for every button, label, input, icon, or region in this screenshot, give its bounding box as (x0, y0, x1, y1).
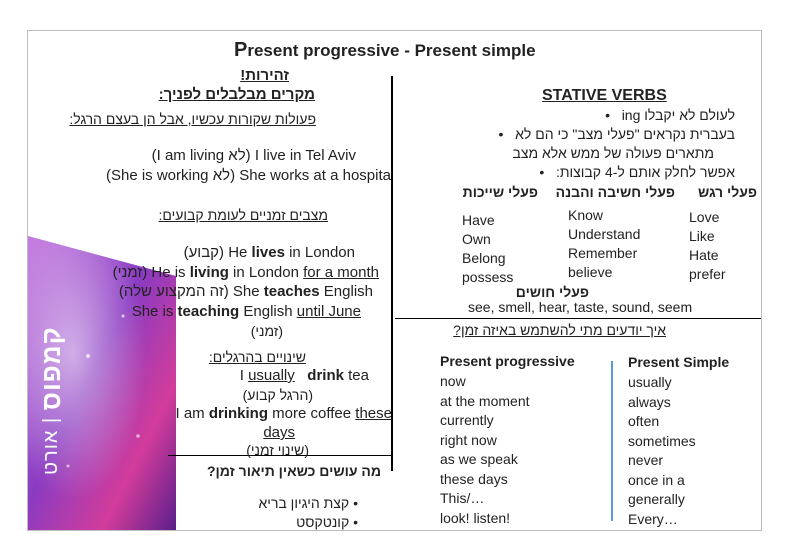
time-expression: often (628, 413, 660, 429)
senses-title: פעלי חושים (515, 284, 589, 300)
example-line: days (263, 424, 295, 441)
group-title-emotion: פעלי רגש (698, 184, 757, 200)
present-simple-list (628, 373, 696, 529)
present-progressive-title: Present progressive (440, 353, 575, 369)
time-expression: always (628, 393, 671, 410)
bullet-item: אפשר לחלק אותם ל-4 קבוצות: • (539, 164, 735, 180)
warning-heading: זהירות! (240, 67, 289, 84)
right-divider (395, 318, 761, 319)
tip-item: • קצת היגיון בריא (258, 495, 358, 511)
time-expression: Every… (628, 510, 678, 527)
example-line: I am drinking more coffee these (175, 405, 392, 422)
present-simple-title: Present Simple (628, 354, 730, 370)
time-expression: right now (440, 431, 497, 448)
time-expression: now (440, 373, 466, 389)
verb: believe (568, 264, 613, 280)
time-expression: generally (628, 491, 685, 507)
time-expression: once in a (628, 471, 685, 488)
bullet-item: מתארים פעולה של ממש אלא מצב (512, 145, 714, 161)
time-expression: currently (440, 412, 494, 428)
verb: Own (462, 231, 491, 247)
verb: Remember (568, 245, 638, 261)
tense-divider (611, 361, 613, 521)
page-title: Present progressive - Present simple (234, 39, 536, 61)
example-line: (זה המקצוע שלה) She teaches English (118, 283, 373, 300)
subheading-habits: פעולות שקורות עכשיו, אבל הן בעצם הרגל: (69, 111, 316, 127)
verb: Hate (689, 247, 719, 263)
example-note: (הרגל קבוע) (242, 387, 313, 403)
time-expression: look! listen! (440, 509, 511, 526)
present-progressive-list (440, 372, 530, 528)
time-expression: This/… (440, 490, 485, 506)
verb: Have (462, 212, 495, 228)
time-expression: these days (440, 470, 508, 487)
example-line: (She is working לא) She works at a hospita (105, 167, 391, 184)
example-line: (I am living לא) I live in Tel Aviv (151, 147, 356, 164)
bullet-item: בעברית נקראים "פעלי מצב" כי הם לא • (498, 126, 735, 142)
confusing-heading: מקרים מבלבלים לפניך: (158, 86, 315, 103)
senses-verbs: see, smell, hear, taste, sound, seem (468, 299, 693, 315)
time-expression: as we speak (440, 451, 518, 467)
verb: Like (689, 228, 715, 244)
verb: Understand (568, 226, 641, 242)
example-line: I usually drink tea (239, 367, 369, 384)
subheading-temporary: מצבים זמניים לעומת קבועים: (158, 207, 328, 223)
brand-logo-text: קמפוס | אורט (36, 326, 66, 476)
slide (27, 30, 762, 531)
time-expression: at the moment (440, 392, 530, 409)
verb: Love (689, 209, 720, 225)
subheading-changes: שינויים בהרגלים: (208, 349, 306, 365)
no-time-question: מה עושים כשאין תיאור זמן? (207, 463, 381, 479)
bullet-item: לעולם לא יקבלו ing • (605, 107, 735, 123)
example-line: (זמני) He is living in London for a month (112, 264, 379, 281)
emotion-verbs (689, 208, 726, 284)
group-title-thinking: פעלי חשיבה והבנה (555, 184, 675, 200)
example-line: (קבוע) He lives in London (183, 244, 355, 261)
which-tense-question: איך יודעים מתי להשתמש באיזה זמן? (453, 322, 666, 338)
group-title-possession: פעלי שייכות (462, 184, 538, 200)
tip-item: • קונטקסט (296, 514, 358, 530)
example-note: (זמני) (250, 323, 283, 339)
time-expression: usually (628, 374, 672, 390)
verb: prefer (689, 266, 726, 282)
verb: possess (462, 269, 514, 285)
stative-verbs-heading: STATIVE VERBS (542, 87, 667, 104)
verb: Belong (462, 250, 506, 266)
time-expression: never (628, 452, 664, 468)
time-expression: sometimes (628, 432, 696, 449)
example-line: She is teaching English until June (131, 303, 361, 320)
thinking-verbs (568, 206, 640, 282)
verb: Know (568, 207, 604, 223)
possession-verbs (462, 211, 513, 287)
example-note: (שינוי זמני) (246, 442, 309, 458)
